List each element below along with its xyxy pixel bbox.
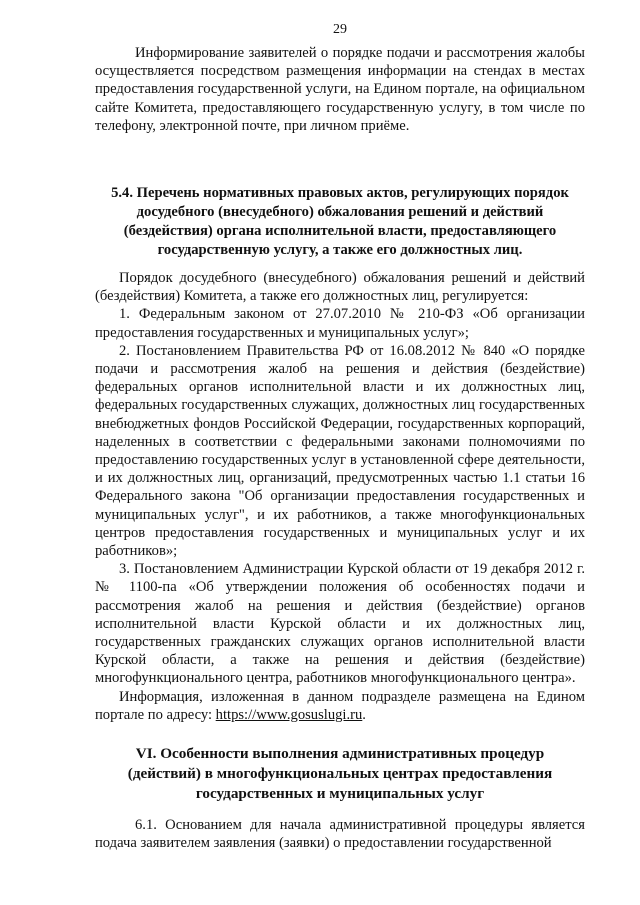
info-suffix: . [362,706,366,723]
info-prefix: Информация, изложенная в данном подразделе размещена на Едином портале по адресу: [95,688,585,723]
page-number: 29 [333,22,347,37]
section-5-4-lead: Порядок досудебного (внесудебного) обжалования решений и действий (бездействия) Комитета, а также его должностных лиц, регулируется: [95,270,585,305]
document-page [95,0,585,905]
intro-block [95,44,585,135]
gosuslugi-link[interactable]: https://www.gosuslugi.ru [215,706,363,723]
section-5-4-heading: 5.4. Перечень нормативных правовых актов, регулирующих порядок досудебного (внесудебного) обжалования решений и действий (бездействия) органа исполнительной власти, предоставляющего государственную услугу, а также его должностных лиц. [111,185,569,258]
list-item-2: 2. Постановлением Правительства РФ от 16.08.2012 № 840 «О порядке подачи и рассмотрения жалоб на решения и действия (бездействие) федеральных органов исполнительной власти и их должностных лиц, федеральных государственных служащих, должностных лиц государственных внебюджетных фондов Российской Федерации, государственных корпораций, наделенных в соответствии с федеральными законами полномочиями по предоставлению государственных услуг в установленной сфере деятельности, и их должностных лиц, организаций, предусмотренных частью 1.1 статьи 16 Федерального закона "Об организации предоставления государственных и муниципальных услуг", и их работников, а также многофункциональных центров предоставления государственных и муниципальных услуг и их работников»; [95,342,585,560]
list-item-3: 3. Постановлением Администрации Курской области от 19 декабря 2012 г. № 1100-па «Об утверждении положения об особенностях подачи и рассмотрения жалоб на решения и действия (бездействие) органов исполнительной власти Курской области и их должностных лиц, государственных гражданских служащих органов исполнительной власти Курской области, а также на решения и действия (бездействие) многофункционального центра, работников многофункционального центра». [95,561,585,687]
section-5-4-body [95,269,585,724]
intro-paragraph: Информирование заявителей о порядке подачи и рассмотрения жалобы осуществляется посредством размещения информации на стендах в местах предоставления государственной услуги, на Едином портале, на официальном сайте Комитета, предоставляющего государственную услугу, в том числе по телефону, электронной почте, при личном приёме. [95,45,585,134]
section-6-body [95,816,585,852]
section-6-paragraph: 6.1. Основанием для начала административной процедуры является подача заявителем заявления (заявки) о предоставлении государственной [95,817,585,852]
section-6-heading: VI. Особенности выполнения административных процедур (действий) в многофункциональных центрах предоставления государственных и муниципальных услуг [127,745,553,802]
info-paragraph [95,688,585,724]
list-item-1: 1. Федеральным законом от 27.07.2010 № 210-ФЗ «Об организации предоставления государственных и муниципальных услуг»; [95,306,585,341]
